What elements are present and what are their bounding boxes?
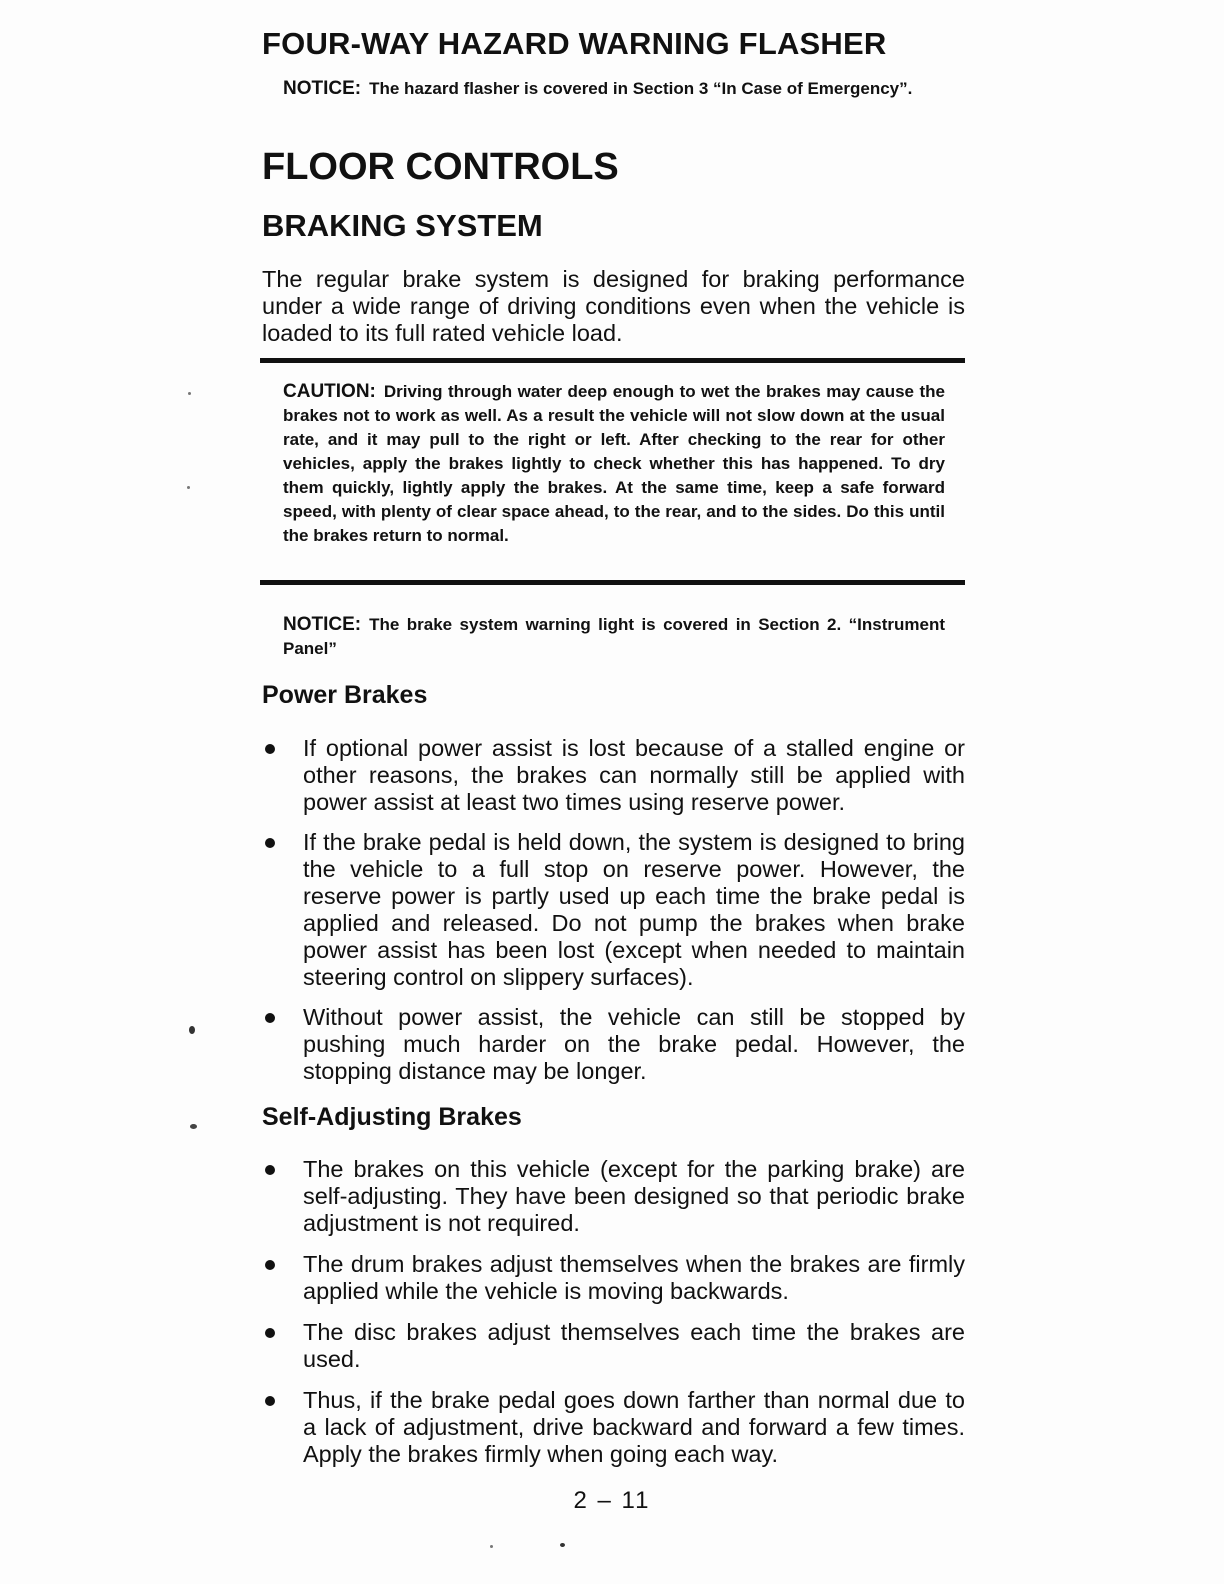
floor-controls-heading: FLOOR CONTROLS (262, 146, 619, 188)
list-item-text: The brakes on this vehicle (except for the parking brake) are self-adjusting. They have been designed so that periodic brake adjustment is not required. (303, 1156, 965, 1236)
hazard-notice-text: The hazard flasher is covered in Section 3 “In Case of Emergency”. (369, 79, 913, 98)
scan-speck (188, 392, 191, 395)
scan-speck (189, 1026, 195, 1034)
list-item-text: The drum brakes adjust themselves when the brakes are firmly applied while the vehicle is moving backwards. (303, 1251, 965, 1304)
list-item (262, 1251, 965, 1305)
list-item (262, 1319, 965, 1373)
braking-system-intro: The regular brake system is designed for braking performance under a wide range of driving conditions even when the vehicle is loaded to its full rated vehicle load. (262, 266, 965, 346)
list-item (262, 1156, 965, 1237)
caution-text: Driving through water deep enough to wet the brakes may cause the brakes not to work as well. As a result the vehicle will not slow down at the usual rate, and it may pull to the right or left. After checking to the rear for other vehicles, apply the brakes lightly to check whether this has happened. To dry them quickly, lightly apply the brakes. At the same time, keep a safe forward speed, with plenty of clear space ahead, to the rear, and to the sides. Do this until the brakes return to normal. (283, 382, 945, 545)
bullet-icon (265, 1165, 275, 1175)
bullet-icon (265, 1260, 275, 1270)
caution-label: CAUTION: (283, 381, 376, 402)
hazard-heading: FOUR-WAY HAZARD WARNING FLASHER (262, 26, 887, 61)
scan-speck (187, 486, 190, 489)
brake-notice-text: The brake system warning light is covered in Section 2. “Instrument Panel” (283, 615, 945, 658)
list-item-text: Thus, if the brake pedal goes down farther than normal due to a lack of adjustment, drive backward and forward a few times. Apply the brakes firmly when going each way. (303, 1387, 965, 1467)
self-adjusting-list (262, 1156, 965, 1468)
page-number: 2 – 11 (573, 1487, 651, 1514)
bullet-icon (265, 1396, 275, 1406)
list-item (262, 829, 965, 991)
caution-top-rule (260, 358, 965, 363)
list-item-text: If the brake pedal is held down, the system is designed to bring the vehicle to a full stop on reserve power. However, the reserve power is partly used up each time the brake pedal is applied and released. Do not pump the brakes when brake power assist has been lost (except when needed to maintain steering control on slippery surfaces). (303, 829, 965, 990)
self-adjusting-heading: Self-Adjusting Brakes (262, 1103, 522, 1131)
list-item-text: The disc brakes adjust themselves each time the brakes are used. (303, 1319, 965, 1372)
scan-speck (560, 1543, 565, 1547)
list-item (262, 1004, 965, 1085)
scan-speck (190, 1124, 197, 1129)
list-item (262, 1387, 965, 1468)
bullet-icon (265, 1328, 275, 1338)
power-brakes-list (262, 735, 965, 1085)
bullet-icon (265, 1013, 275, 1023)
hazard-notice (283, 77, 945, 101)
scan-speck (490, 1545, 493, 1548)
power-brakes-heading: Power Brakes (262, 681, 428, 709)
list-item-text: Without power assist, the vehicle can still be stopped by pushing much harder on the brake pedal. However, the stopping distance may be longer. (303, 1004, 965, 1084)
caution-block (283, 380, 945, 548)
bullet-icon (265, 838, 275, 848)
bullet-icon (265, 744, 275, 754)
brake-notice (283, 613, 945, 661)
braking-system-heading: BRAKING SYSTEM (262, 208, 543, 243)
caution-bottom-rule (260, 580, 965, 585)
list-item (262, 735, 965, 816)
hazard-notice-label: NOTICE: (283, 78, 362, 99)
list-item-text: If optional power assist is lost because of a stalled engine or other reasons, the brakes can normally still be applied with power assist at least two times using reserve power. (303, 735, 965, 815)
brake-notice-label: NOTICE: (283, 614, 362, 635)
